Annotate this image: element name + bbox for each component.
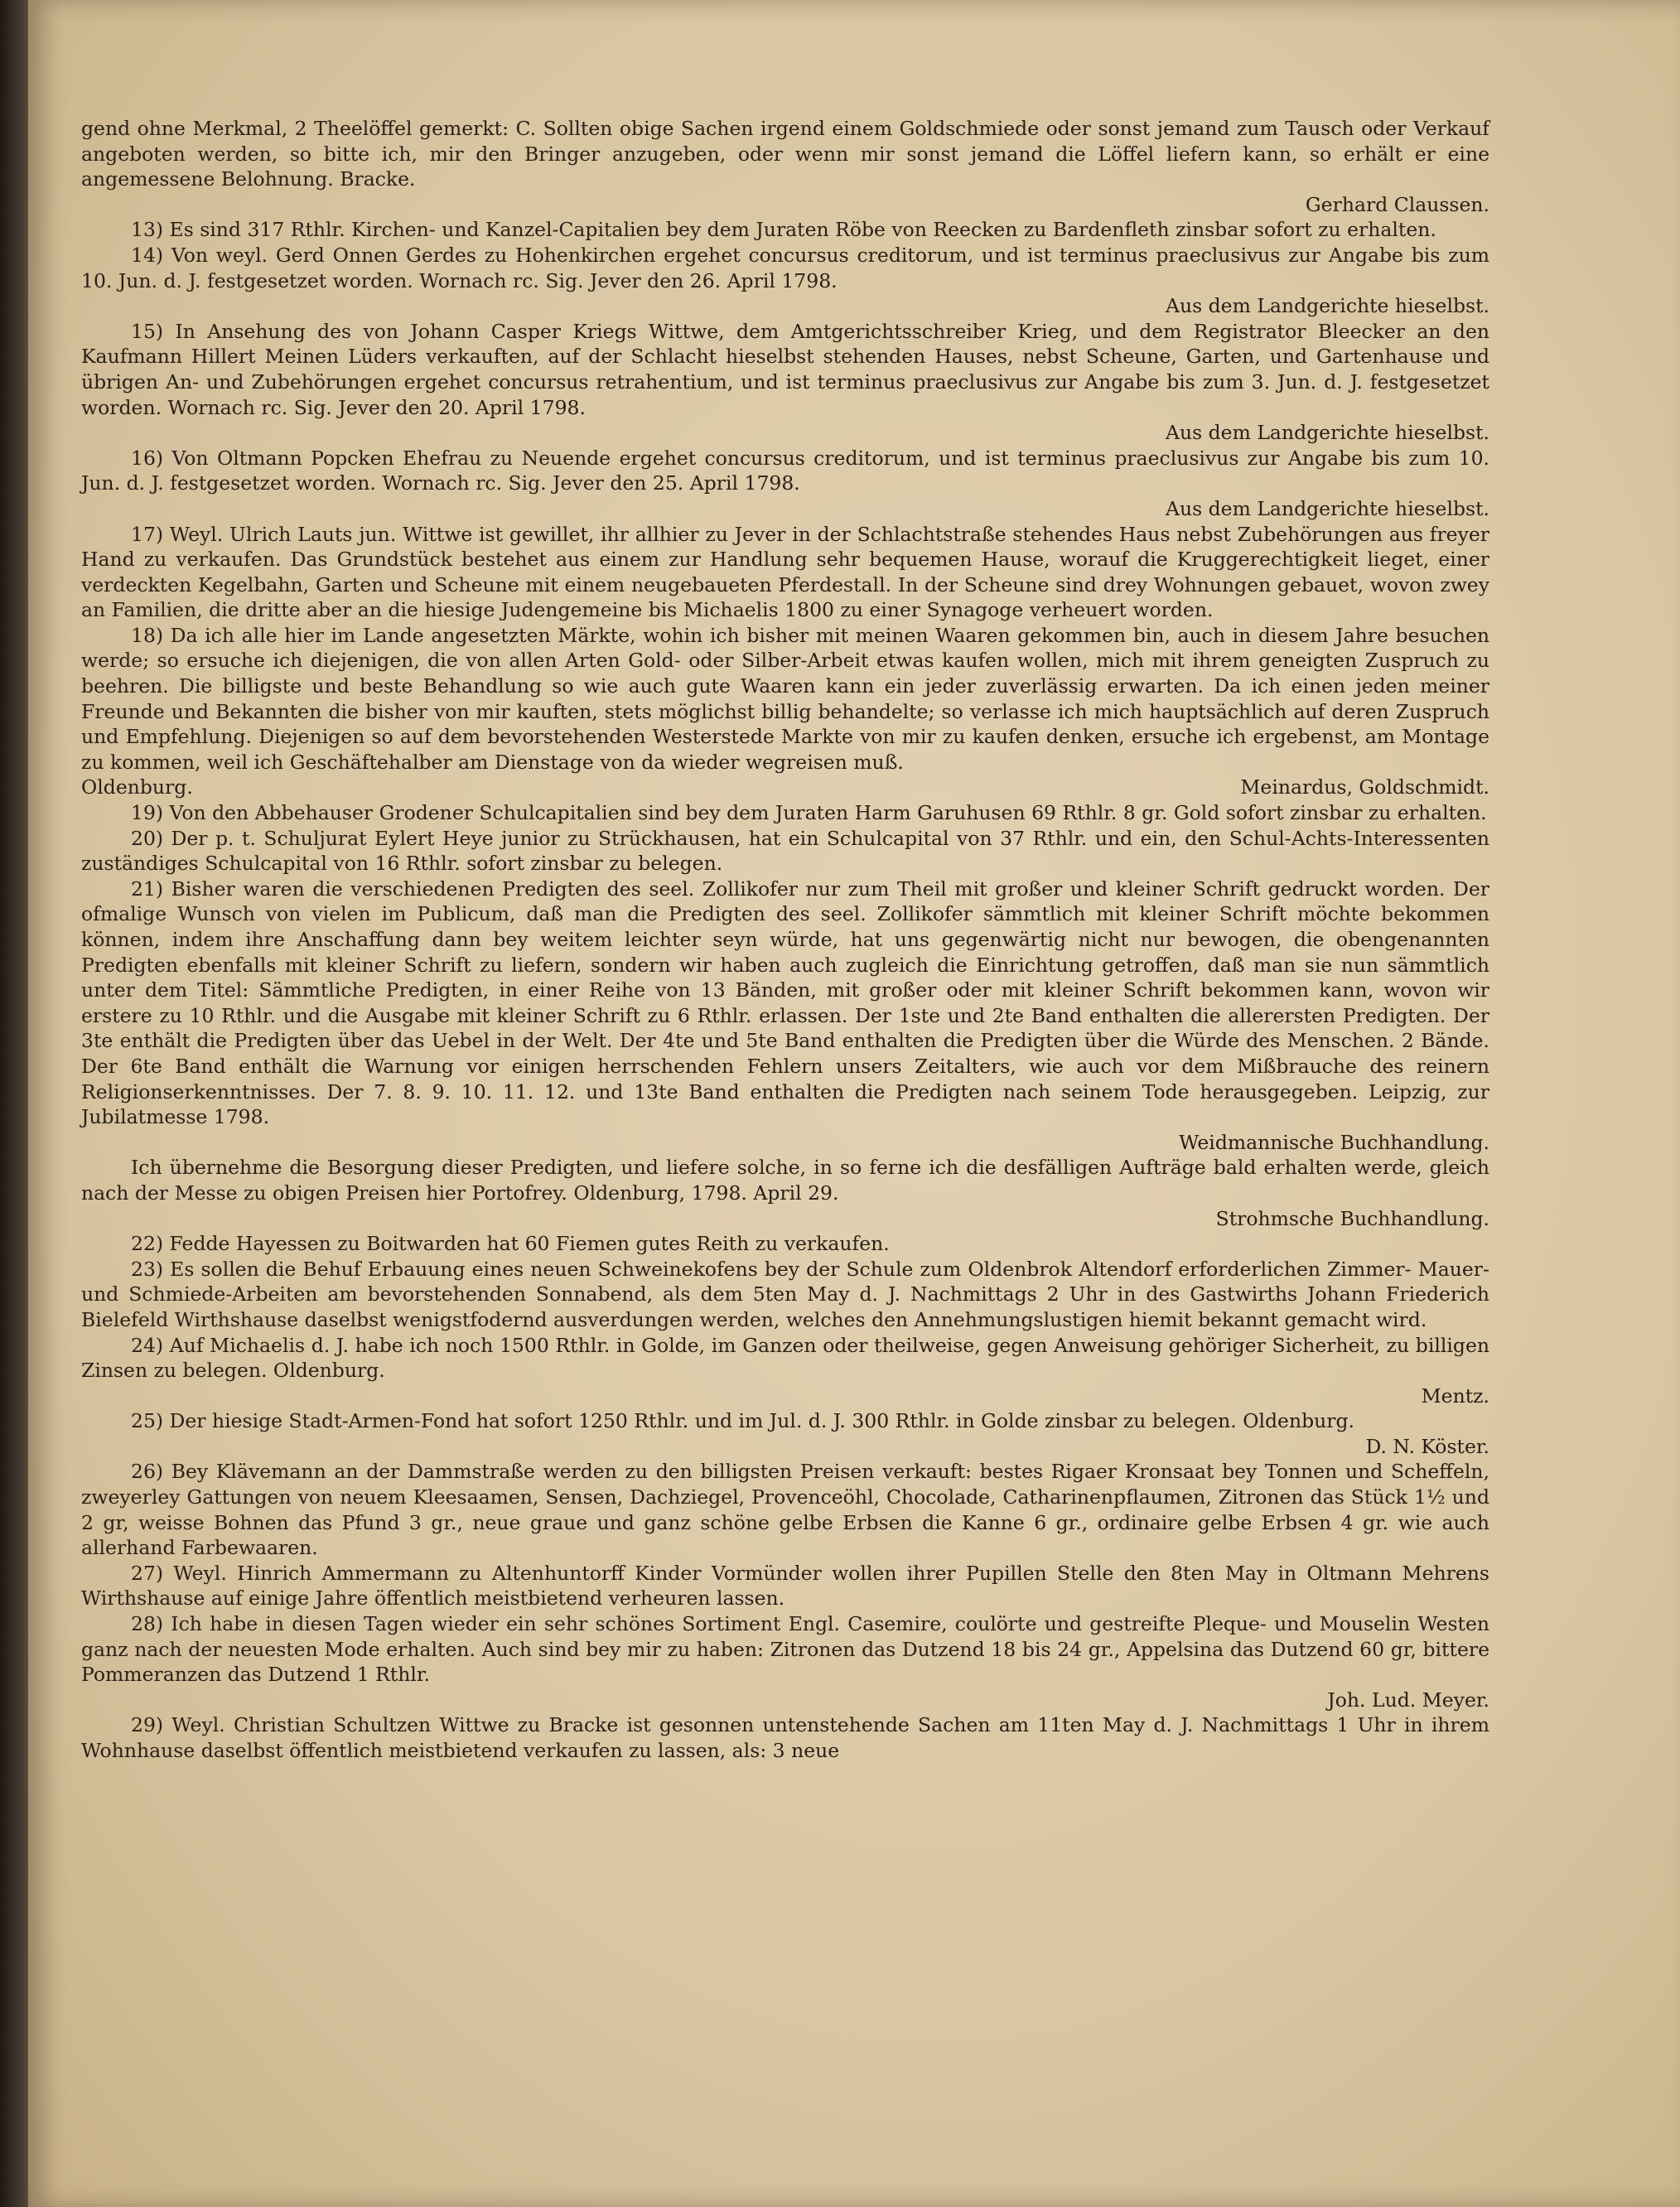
signature-row [81,775,1489,800]
signature: Meinardus, Goldschmidt. [1240,775,1489,799]
entry-17: 17) Weyl. Ulrich Lauts jun. Wittwe ist gewillet, ihr allhier zu Jever in der Schlachtstraße stehendes Haus nebst Zubehörungen aus freyer Hand zu verkaufen. Das Grundstück bestehet aus einem zur Handlung sehr bequemen Hause, worauf die Kruggerechtigkeit lieget, einer verdeckten Kegelbahn, Garten und Scheune mit einem neugebaueten Pferdestall. In der Scheune sind drey Wohnungen gebauet, wovon zwey an Familien, die dritte aber an die hiesige Judengemeine bis Michaelis 1800 zu einer Synagoge verheuert worden. [81,522,1489,622]
page-text [81,116,1489,1764]
entry-18: 18) Da ich alle hier im Lande angesetzten Märkte, wohin ich bisher mit meinen Waaren gekommen bin, auch in diesem Jahre besuchen werde; so ersuche ich diejenigen, die von allen Arten Gold- oder Silber-Arbeit etwas kaufen wollen, mich mit ihrem geneigten Zuspruch zu beehren. Die billigste und beste Behandlung so wie auch gute Waaren kann ein jeder zuverlässig erwarten. Da ich einen jeden meiner Freunde und Bekannten die bisher von mir kauften, stets möglichst billig behandelte; so verlasse ich mich hauptsächlich auf deren Zuspruch und Empfehlung. Diejenigen so auf dem bevorstehenden Westerstede Markte von mir zu kaufen denken, ersuche ich ergebenst, am Montage zu kommen, weil ich Geschäftehalber am Dienstage von da wieder wegreisen muß. [81,623,1489,774]
entry-intro: gend ohne Merkmal, 2 Theelöffel gemerkt: C. Sollten obige Sachen irgend einem Goldschmiede oder sonst jemand zum Tausch oder Verkauf angeboten werden, so bitte ich, mir den Bringer anzugeben, oder wenn mir sonst jemand die Löffel liefern kann, so erhält er eine angemessene Belohnung. Bracke. [81,117,1489,191]
entry-14: 14) Von weyl. Gerd Onnen Gerdes zu Hohenkirchen ergehet concursus creditorum, und ist terminus praeclusivus zur Angabe bis zum 10. Jun. d. J. festgesetzet worden. Wornach rc. Sig. Jever den 26. April 1798. [81,243,1489,292]
entry-25: 25) Der hiesige Stadt-Armen-Fond hat sofort 1250 Rthlr. und im Jul. d. J. 300 Rthlr. in Golde zinsbar zu belegen. Oldenburg. [131,1409,1355,1433]
entry-21: 21) Bisher waren die verschiedenen Predigten des seel. Zollikofer nur zum Theil mit großer und kleiner Schrift gedruckt worden. Der ofmalige Wunsch von vielen im Publicum, daß man die Predigten des seel. Zollikofer sämmtlich mit kleiner Schrift möchte bekommen können, indem ihre Anschaffung dann bey weitem leichter seyn würde, hat uns gegenwärtig nicht nur bewogen, die obengenannten Predigten ebenfalls mit kleiner Schrift zu liefern, sondern wir haben auch zugleich die Einrichtung getroffen, daß man sie nun sämmtlich unter dem Titel: Sämmtliche Predigten, in einer Reihe von 13 Bänden, mit großer oder mit kleiner Schrift bekommen kann, wovon wir erstere zu 10 Rthlr. und die Ausgabe mit kleiner Schrift zu 6 Rthlr. erlassen. Der 1ste und 2te Band enthalten die allerersten Predigten. Der 3te enthält die Predigten über das Uebel in der Welt. Der 4te und 5te Band enthalten die Predigten über die Würde des Menschen. 2 Bände. Der 6te Band enthält die Warnung vor einigen herrschenden Fehlern unsers Zeitalters, wie auch vor dem Mißbrauche des reinern Religionserkenntnisses. Der 7. 8. 9. 10. 11. 12. und 13te Band enthalten die Predigten nach seinem Tode herausgegeben. Leipzig, zur Jubilatmesse 1798. [81,877,1489,1129]
place: Oldenburg. [81,775,193,799]
entry-26: 26) Bey Klävemann an der Dammstraße werden zu den billigsten Preisen verkauft: bestes Rigaer Kronsaat bey Tonnen und Scheffeln, zweyerley Gattungen von neuem Kleesaamen, Sensen, Dachziegel, Provenceöhl, Chocolade, Catharinenpflaumen, Zitronen das Stück 1½ und 2 gr, weisse Bohnen das Pfund 3 gr., neue graue und ganz schöne gelbe Erbsen die Kanne 6 gr., ordinaire gelbe Erbsen 4 gr. wie auch allerhand Farbewaaren. [81,1460,1489,1560]
signature: Aus dem Landgerichte hieselbst. [1165,421,1489,445]
entry-16: 16) Von Oltmann Popcken Ehefrau zu Neuende ergehet concursus creditorum, und ist terminus praeclusivus zur Angabe bis zum 10. Jun. d. J. festgesetzet worden. Wornach rc. Sig. Jever den 25. April 1798. [81,446,1489,495]
entry-15: 15) In Ansehung des von Johann Casper Kriegs Wittwe, dem Amtgerichtsschreiber Krieg, und dem Registrator Bleecker an den Kaufmann Hillert Meinen Lüders verkauften, auf der Schlacht hieselbst stehenden Hauses, nebst Scheune, Garten, und Gartenhause und übrigen An- und Zubehörungen ergehet concursus retrahentium, und ist terminus praeclusivus zur Angabe bis zum 3. Jun. d. J. festgesetzet worden. Wornach rc. Sig. Jever den 20. April 1798. [81,319,1489,419]
entry-29: 29) Weyl. Christian Schultzen Wittwe zu Bracke ist gesonnen untenstehende Sachen am 11ten May d. J. Nachmittags 1 Uhr in ihrem Wohnhause daselbst öffentlich meistbietend verkaufen zu lassen, als: 3 neue [81,1713,1489,1762]
signature: Strohmsche Buchhandlung. [1215,1206,1489,1230]
entry-13: 13) Es sind 317 Rthlr. Kirchen- und Kanzel-Capitalien bey dem Juraten Röbe von Reecken zu Bardenfleth zinsbar sofort zu erhalten. [131,218,1436,242]
document-page [28,0,1680,2207]
signature: Mentz. [1421,1384,1489,1408]
signature: Gerhard Claussen. [1305,192,1489,216]
signature: Aus dem Landgerichte hieselbst. [1165,294,1489,318]
entry-19: 19) Von den Abbehauser Grodener Schulcapitalien sind bey dem Juraten Harm Garuhusen 69 Rthlr. 8 gr. Gold sofort zinsbar zu erhalten. [131,801,1487,825]
entry-28: 28) Ich habe in diesen Tagen wieder ein sehr schönes Sortiment Engl. Casemire, coulörte und gestreifte Pleque- und Mouselin Westen ganz nach der neuesten Mode erhalten. Auch sind bey mir zu haben: Zitronen das Dutzend 18 bis 24 gr., Appelsina das Dutzend 60 gr, bittere Pommeranzen das Dutzend 1 Rthlr. [81,1612,1489,1687]
signature: Weidmannische Buchhandlung. [1179,1130,1489,1154]
entry-23: 23) Es sollen die Behuf Erbauung eines neuen Schweinekofens bey der Schule zum Oldenbrok Altendorf erforderlichen Zimmer- Mauer- und Schmiede-Arbeiten am bevorstehenden Sonnabend, als dem 5ten May d. J. Nachmittags 2 Uhr in des Gastwirths Johann Friederich Bielefeld Wirthshause daselbst wenigstfodernd ausverdungen werden, welches den Annehmungslustigen hiemit bekannt gemacht wird. [81,1257,1489,1331]
entry-27: 27) Weyl. Hinrich Ammermann zu Altenhuntorff Kinder Vormünder wollen ihrer Pupillen Stelle den 8ten May in Oltmann Mehrens Wirthshause auf einige Jahre öffentlich meistbietend verheuren lassen. [81,1561,1489,1611]
entry-21-addendum: Ich übernehme die Besorgung dieser Predigten, und liefere solche, in so ferne ich die desfälligen Aufträge bald erhalten werde, gleich nach der Messe zu obigen Preisen hier Portofrey. Oldenburg, 1798. April 29. [81,1156,1489,1205]
signature: Aus dem Landgerichte hieselbst. [1165,496,1489,520]
entry-24: 24) Auf Michaelis d. J. habe ich noch 1500 Rthlr. in Golde, im Ganzen oder theilweise, gegen Anweisung gehöriger Sicherheit, zu billigen Zinsen zu belegen. Oldenburg. [81,1333,1489,1383]
entry-22: 22) Fedde Hayessen zu Boitwarden hat 60 Fiemen gutes Reith zu verkaufen. [131,1232,890,1256]
entry-20: 20) Der p. t. Schuljurat Eylert Heye junior zu Strückhausen, hat ein Schulcapital von 37 Rthlr. und ein, den Schul-Achts-Interessenten zuständiges Schulcapital von 16 Rthlr. sofort zinsbar zu belegen. [81,826,1489,876]
signature: Joh. Lud. Meyer. [1327,1688,1489,1712]
signature: D. N. Köster. [1365,1434,1489,1458]
